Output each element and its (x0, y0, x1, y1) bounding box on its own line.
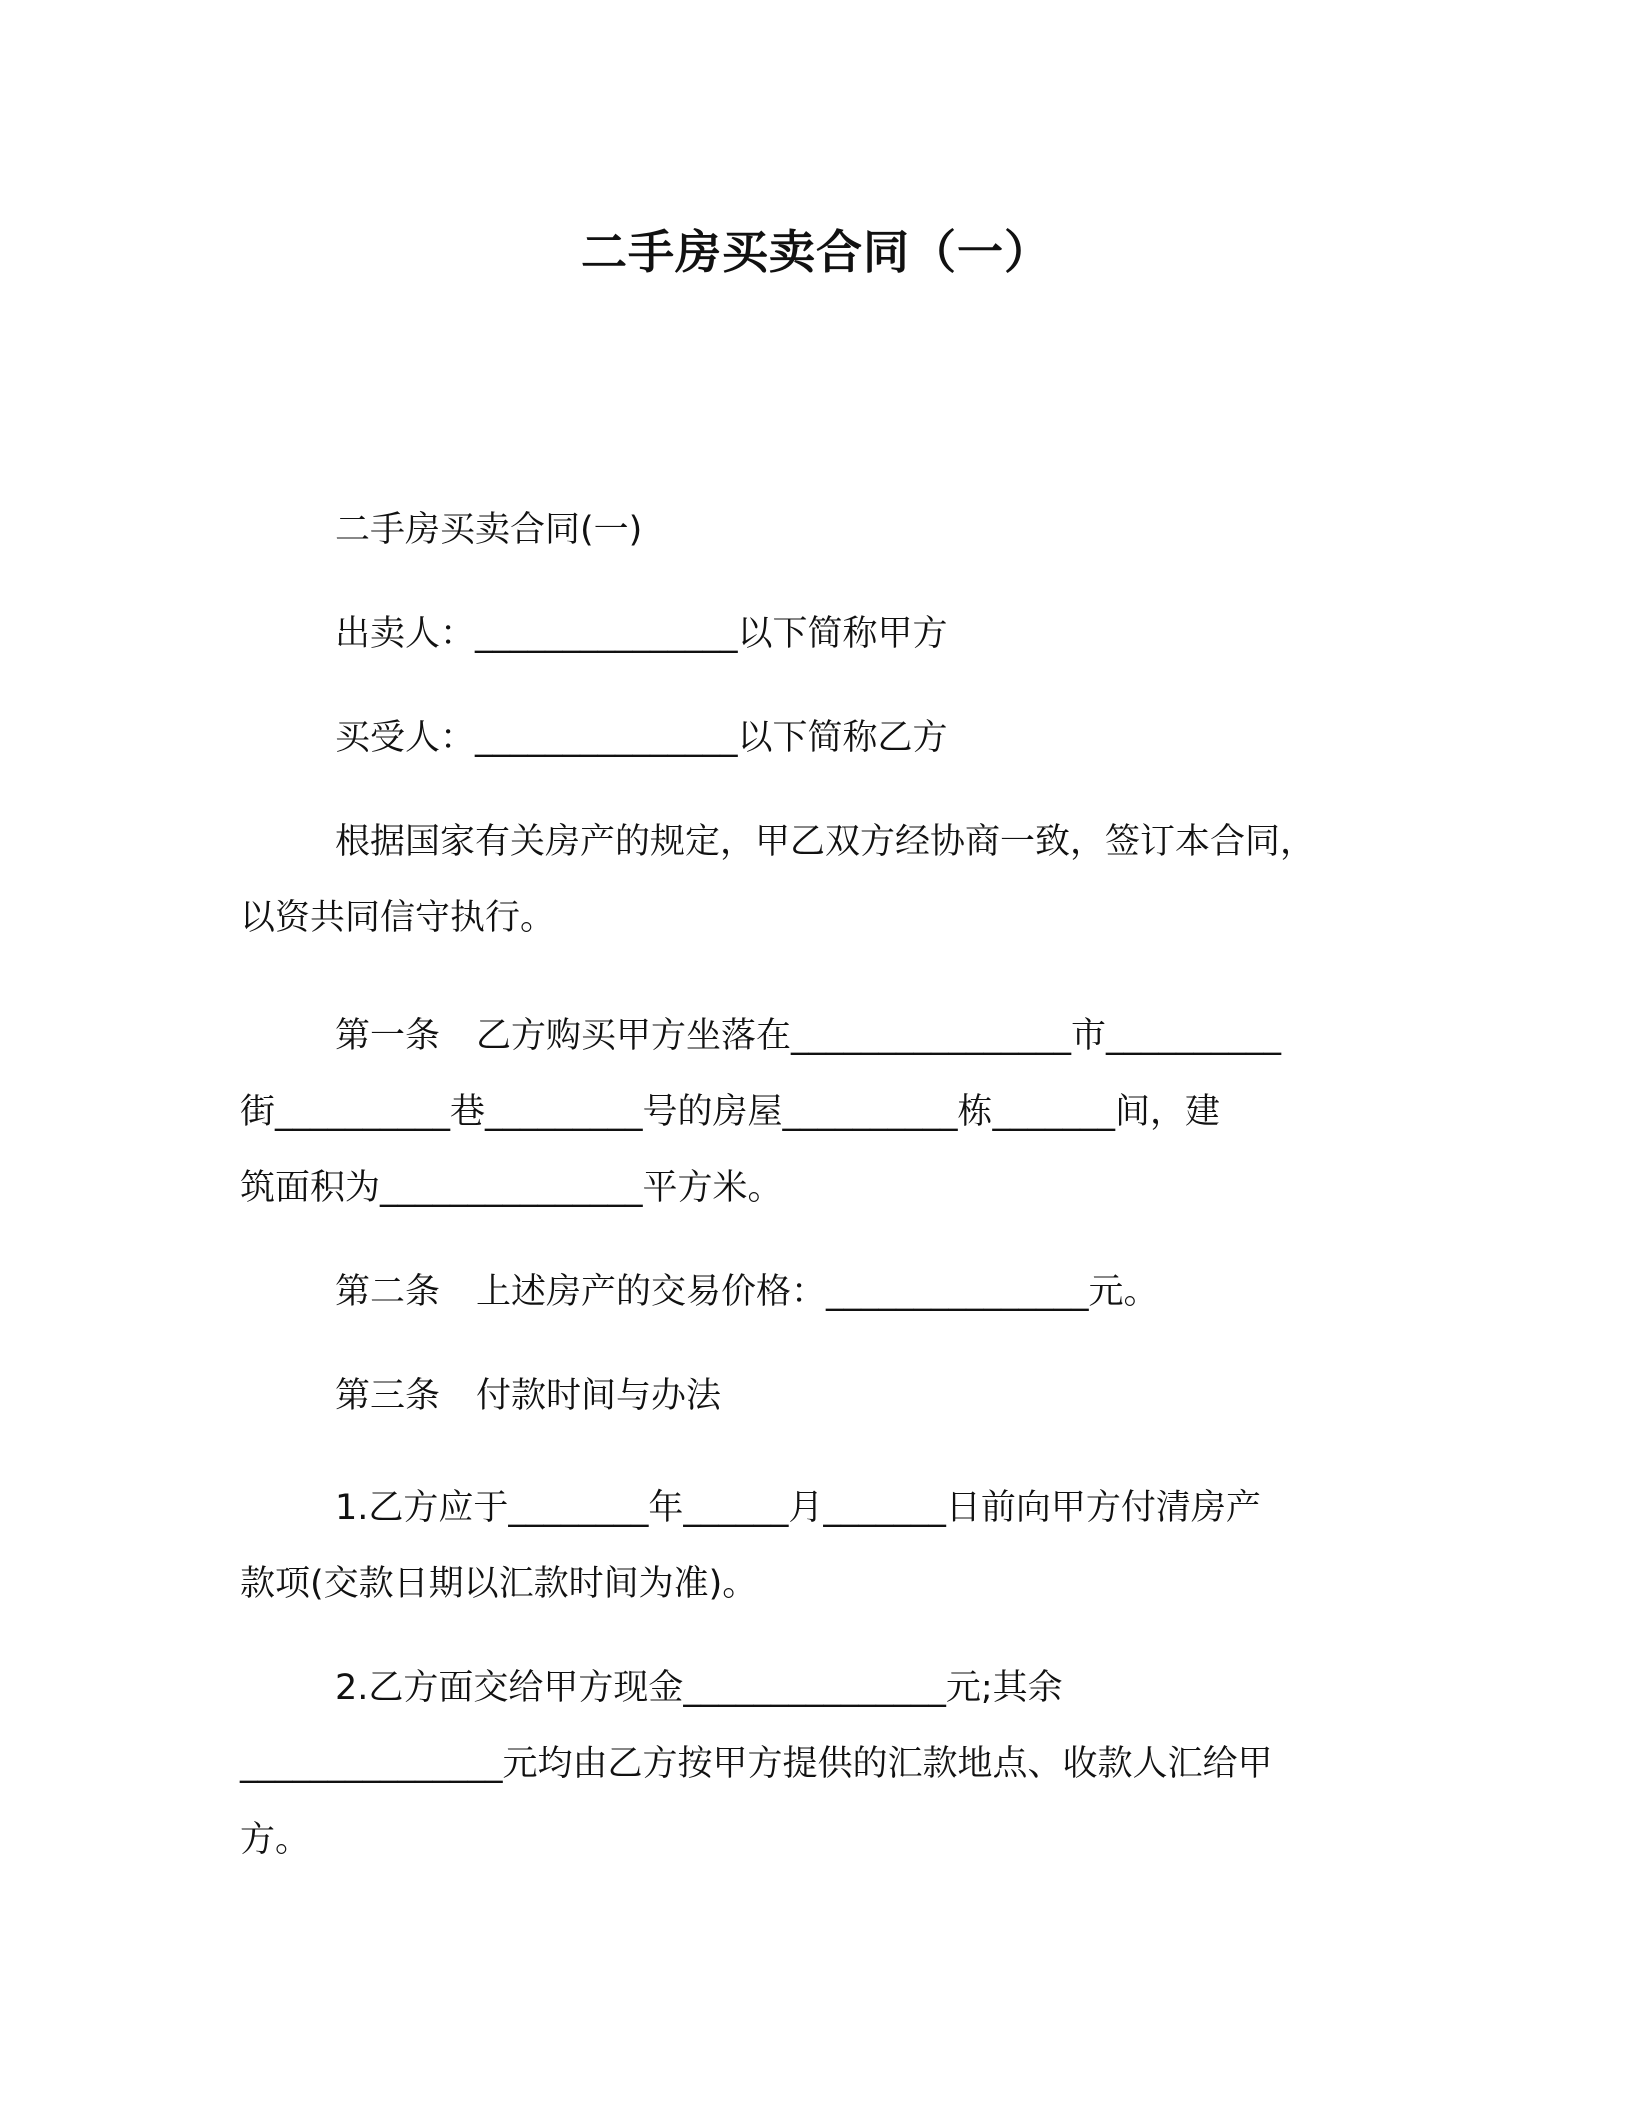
article-3-label: 第三条 (335, 1376, 441, 1416)
article-2 (240, 1254, 1385, 1330)
item-2-line-3: 方。 (240, 1820, 311, 1860)
article-2-text: 上述房产的交易价格：_______________元。 (476, 1272, 1159, 1312)
article-2-label: 第二条 (335, 1272, 441, 1312)
item-1-line-2: 款项(交款日期以汇款时间为准)。 (240, 1564, 758, 1604)
buyer-line: 买受人：_______________以下简称乙方 (335, 718, 948, 758)
intro-line-1: 根据国家有关房产的规定，甲乙双方经协商一致，签订本合同， (335, 822, 1316, 862)
seller-line: 出卖人：_______________以下简称甲方 (335, 614, 948, 654)
subtitle: 二手房买卖合同(一) (335, 510, 643, 550)
article-3-text: 付款时间与办法 (476, 1376, 722, 1416)
article-1-text-1: 乙方购买甲方坐落在________________市__________ (476, 1016, 1282, 1056)
item-1-line-1: 1.乙方应于________年______月_______日前向甲方付清房产 (335, 1488, 1261, 1528)
article-1-line-1 (240, 998, 1385, 1074)
intro-line-2: 以资共同信守执行。 (240, 898, 556, 938)
article-1-label: 第一条 (335, 1016, 441, 1056)
item-2-line-2: _______________元均由乙方按甲方提供的汇款地点、收款人汇给甲 (240, 1744, 1273, 1784)
article-1-line-3: 筑面积为_______________平方米。 (240, 1168, 783, 1208)
article-1-line-2: 街__________巷_________号的房屋__________栋_______间，建 (240, 1092, 1221, 1132)
item-2-line-1: 2.乙方面交给甲方现金_______________元;其余 (335, 1668, 1063, 1708)
document-title: 二手房买卖合同（一） (581, 225, 1051, 279)
article-3 (240, 1358, 1385, 1434)
